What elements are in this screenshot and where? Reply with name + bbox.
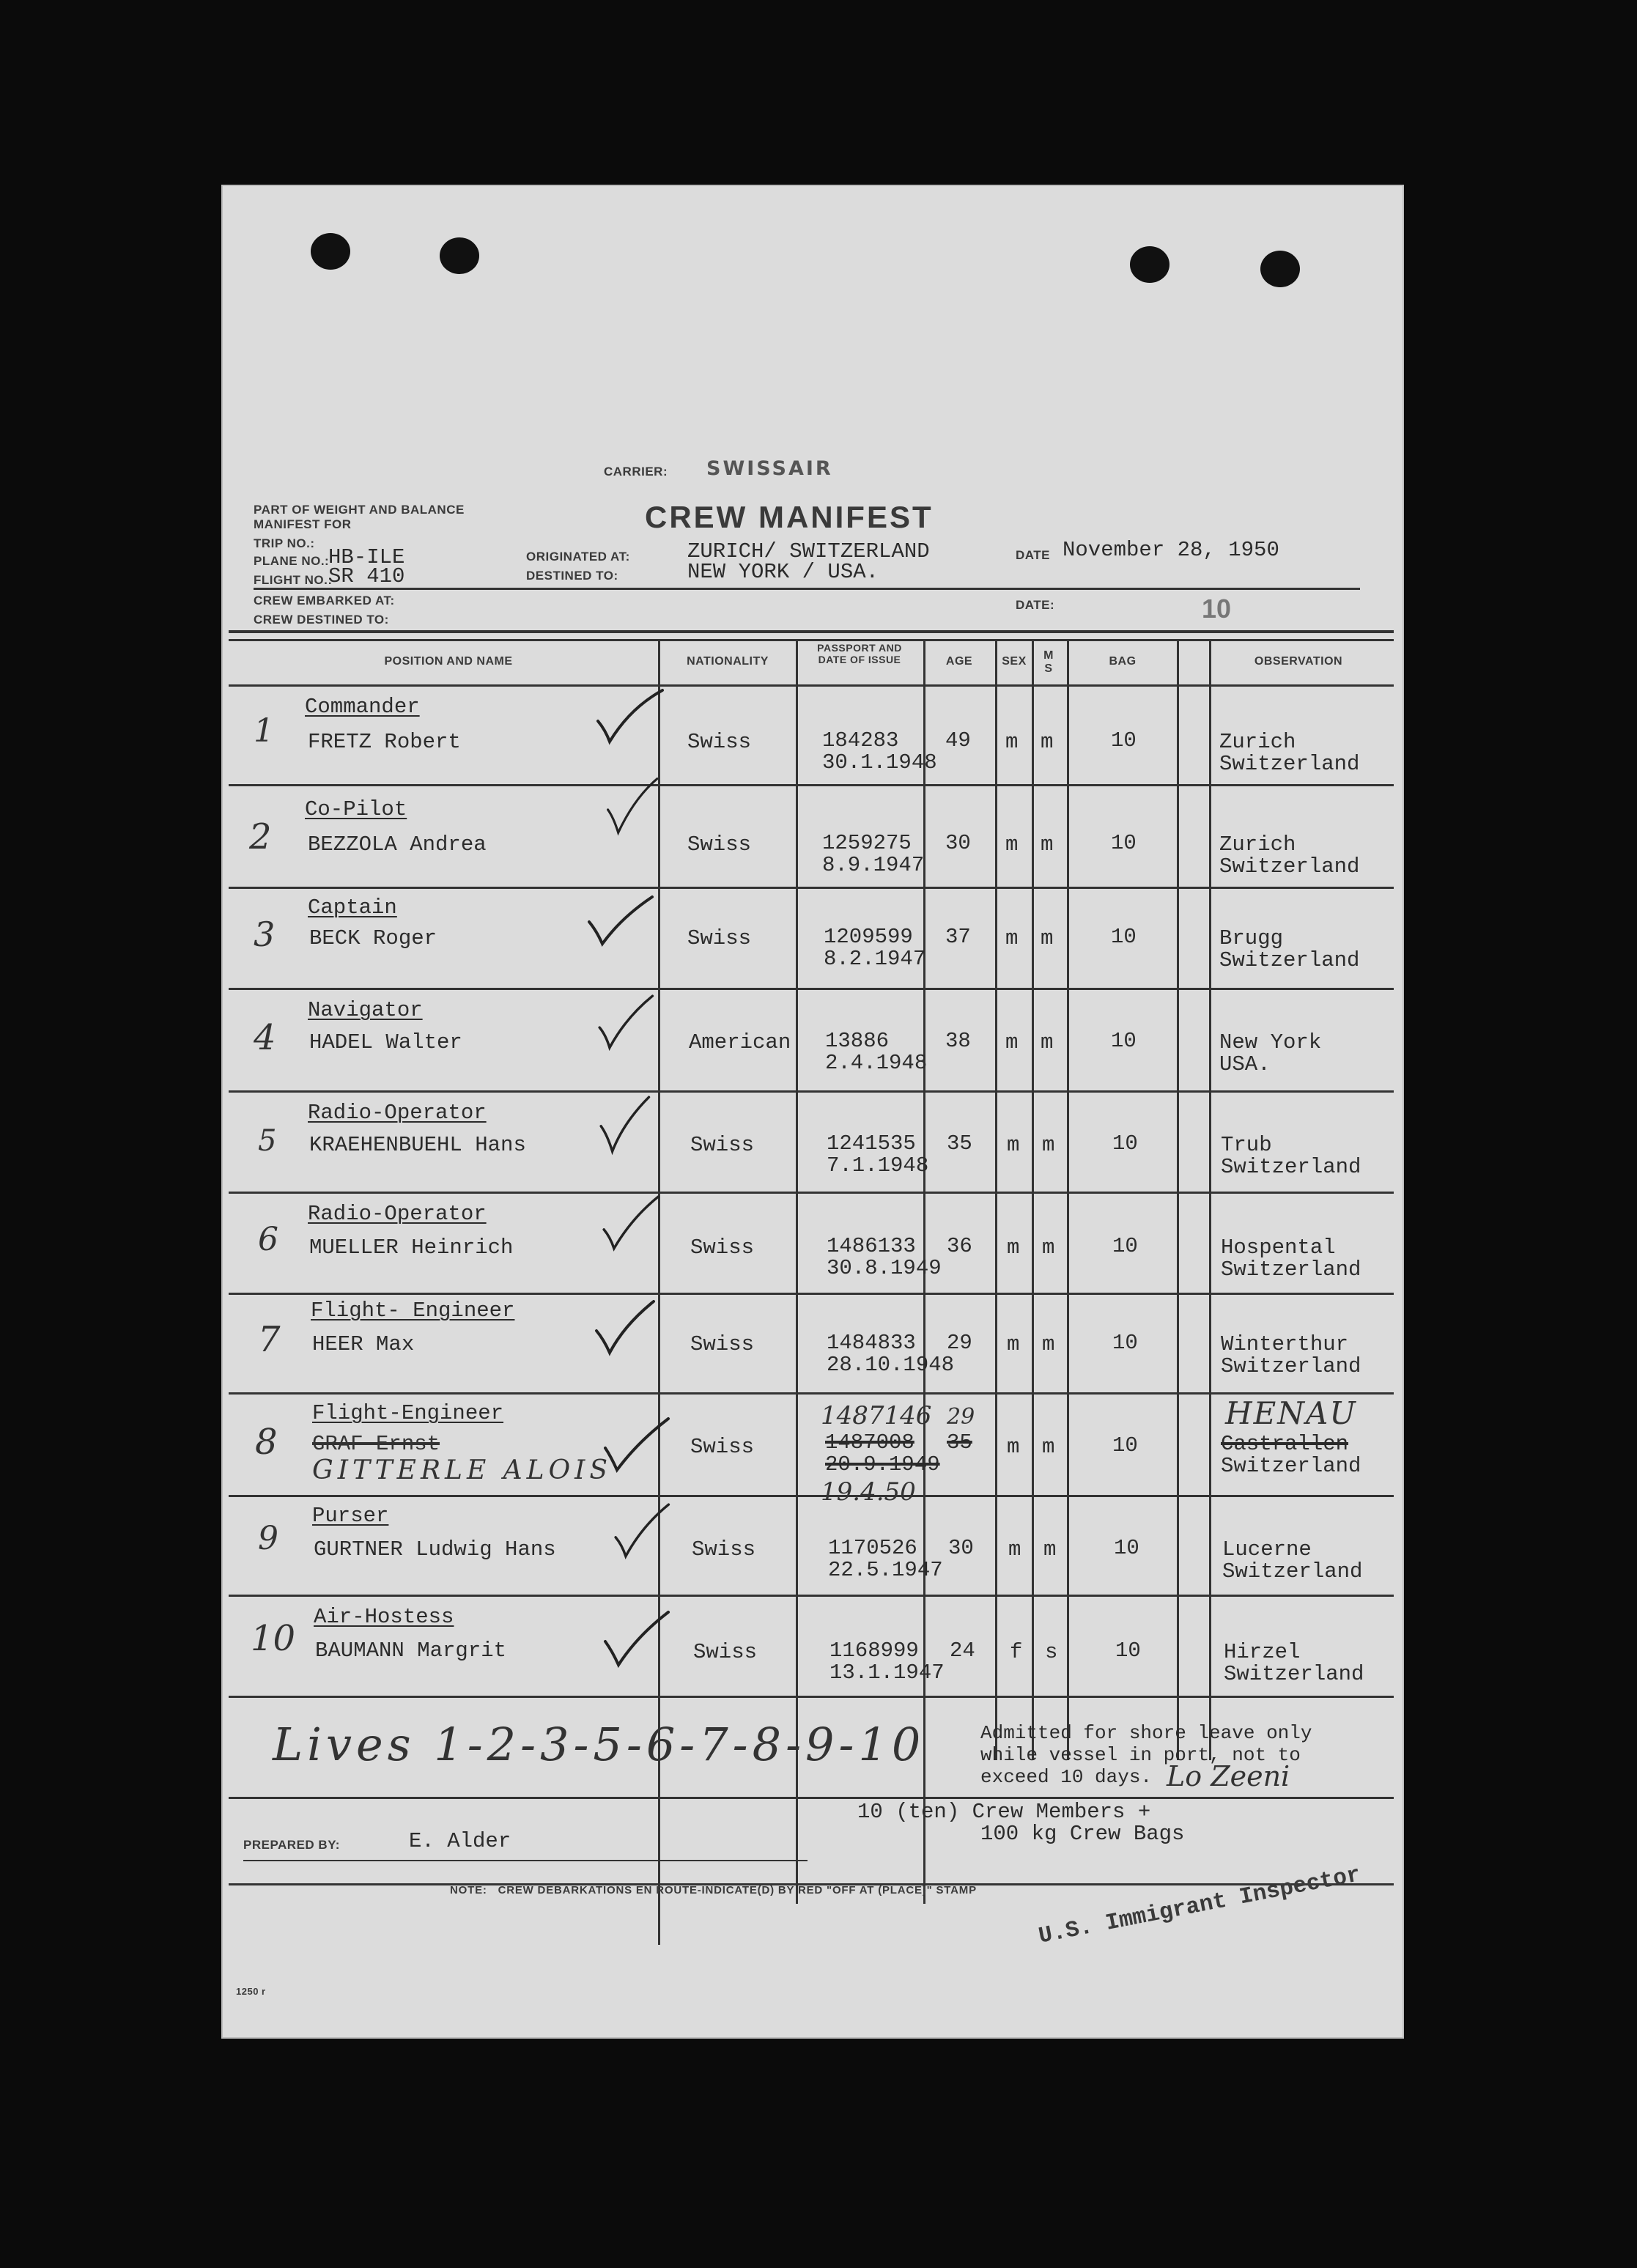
crew-position: Captain [308, 895, 397, 920]
check-mark-icon [595, 686, 665, 749]
crew-marital: m [1041, 926, 1054, 950]
row-number: 8 [255, 1422, 278, 1463]
crew-age: 29 [947, 1331, 972, 1355]
check-mark-icon [592, 992, 662, 1055]
admitted-line-2: while vessel in port, not to [980, 1744, 1301, 1766]
part-of-label: PART OF WEIGHT AND BALANCE MANIFEST FOR [254, 503, 465, 531]
crew-name: MUELLER Heinrich [309, 1235, 514, 1260]
crew-name: HEER Max [312, 1332, 415, 1356]
crew-marital: m [1041, 832, 1054, 857]
check-mark-icon [594, 1093, 664, 1156]
crew-bag: 10 [1112, 1433, 1138, 1458]
observation-city: Zurich [1219, 832, 1296, 857]
col-ms: M S [1043, 649, 1054, 675]
originated-value: ZURICH/ SWITZERLAND [687, 539, 930, 564]
passport-number-struck: 1487008 [825, 1430, 914, 1455]
passport-issue-date: 30.8.1949 [827, 1256, 942, 1280]
carrier-label: CARRIER: [604, 465, 668, 479]
crew-marital: m [1041, 1030, 1054, 1054]
crew-sex: m [1007, 1332, 1020, 1356]
row-number: 1 [254, 712, 274, 750]
check-mark-icon [586, 893, 657, 956]
crew-marital: m [1042, 1235, 1055, 1260]
crew-position: Flight-Engineer [312, 1401, 504, 1425]
observation-city: Trub [1221, 1133, 1272, 1157]
passport-number: 1259275 [822, 831, 912, 855]
crew-bag: 10 [1115, 1639, 1141, 1663]
observation-country: Switzerland [1221, 1155, 1361, 1179]
plane-no-value: HB-ILE [328, 545, 405, 569]
crew-sex: m [1005, 1030, 1019, 1054]
crew-bag: 10 [1111, 728, 1137, 753]
crew-name: KRAEHENBUEHL Hans [309, 1133, 526, 1157]
passport-issue-date: 13.1.1947 [829, 1661, 945, 1685]
crew-age-struck: 35 [947, 1430, 972, 1455]
passport-number: 1170526 [828, 1536, 917, 1560]
observation-city: Brugg [1219, 926, 1284, 950]
passport-number: 1241535 [827, 1131, 916, 1156]
destined-value: NEW YORK / USA. [687, 560, 879, 584]
passport-issue-date: 7.1.1948 [827, 1153, 929, 1178]
col-bag: BAG [1109, 655, 1137, 668]
row-number: 6 [258, 1221, 278, 1258]
passport-number: 1168999 [829, 1639, 919, 1663]
check-mark-icon [596, 1193, 667, 1256]
col-nationality: NATIONALITY [687, 655, 769, 668]
crew-nationality: Swiss [690, 1332, 755, 1356]
crew-sex: m [1007, 1133, 1020, 1157]
observation-country: Switzerland [1219, 854, 1360, 879]
crew-age: 38 [945, 1029, 971, 1053]
crew-name: BEZZOLA Andrea [308, 832, 487, 857]
passport-issue-date: 28.10.1948 [827, 1353, 955, 1377]
flight-no-label: FLIGHT NO.: [254, 573, 333, 587]
observation-city: Winterthur [1221, 1332, 1349, 1356]
col-position: POSITION AND NAME [384, 655, 513, 668]
crew-sex: m [1005, 926, 1019, 950]
passport-number: 1486133 [827, 1234, 916, 1258]
passport-number: 184283 [822, 728, 899, 753]
crew-marital: m [1042, 1435, 1055, 1459]
passport-number: 13886 [825, 1029, 890, 1053]
observation-country: Switzerland [1219, 752, 1360, 776]
crew-name: FRETZ Robert [308, 730, 461, 754]
crew-position: Navigator [308, 998, 423, 1022]
flight-no-value: SR 410 [328, 564, 405, 588]
crew-sex: f [1010, 1640, 1023, 1664]
passport-issue-date: 2.4.1948 [825, 1051, 928, 1075]
crew-marital: s [1045, 1640, 1058, 1664]
row-number: 10 [251, 1618, 296, 1659]
page-title: CREW MANIFEST [645, 500, 934, 534]
admitted-line-3: exceed 10 days. [980, 1766, 1153, 1788]
lives-note: Lives 1-2-3-5-6-7-8-9-10 [273, 1718, 925, 1771]
observation-country: USA. [1219, 1052, 1271, 1076]
crew-marital: m [1042, 1133, 1055, 1157]
date-value: November 28, 1950 [1063, 538, 1279, 562]
col-passport: PASSPORT AND DATE OF ISSUE [817, 642, 902, 665]
crew-marital: m [1042, 1332, 1055, 1356]
crew-nationality: Swiss [687, 926, 752, 950]
row-number: 4 [254, 1017, 276, 1058]
row-number: 5 [258, 1124, 277, 1158]
observation-country: Switzerland [1221, 1354, 1361, 1378]
crew-nationality: Swiss [690, 1133, 755, 1157]
total-crew-members: 10 (ten) Crew Members + [857, 1800, 1151, 1824]
passport-issue-struck: 20.9.1949 [825, 1452, 940, 1477]
check-mark-icon [594, 1299, 664, 1362]
observation-country: Switzerland [1219, 948, 1360, 972]
observation-country: Switzerland [1221, 1257, 1361, 1282]
crew-position: Commander [305, 695, 420, 719]
date2-label: DATE: [1016, 598, 1055, 612]
crew-nationality: Swiss [687, 730, 752, 754]
crew-name-struck: GRAF Ernst [312, 1432, 440, 1456]
observation-city: Zurich [1219, 730, 1296, 754]
check-mark-icon [608, 1501, 679, 1564]
note-text: NOTE: CREW DEBARKATIONS EN ROUTE-INDICATE(D) BY RED "OFF AT (PLACE)" STAMP [450, 1884, 977, 1896]
passport-issue-date: 8.2.1947 [824, 947, 926, 971]
passport-issue-handwritten: 19.4.50 [821, 1477, 916, 1507]
prepared-by-label: PREPARED BY: [243, 1838, 340, 1852]
destined-label: DESTINED TO: [526, 569, 618, 583]
passport-issue-date: 22.5.1947 [828, 1558, 943, 1582]
row-number: 9 [258, 1520, 278, 1557]
admitted-line-1: Admitted for shore leave only [980, 1722, 1312, 1744]
crew-embarked-label: CREW EMBARKED AT: [254, 594, 395, 607]
crew-name: HADEL Walter [309, 1030, 462, 1054]
carrier-value: SWISSAIR [706, 457, 833, 480]
check-mark-icon [602, 1416, 673, 1479]
form-number: 1250 r [236, 1986, 266, 1997]
crew-age: 37 [945, 925, 971, 949]
crew-nationality: Swiss [693, 1640, 758, 1664]
crew-sex: m [1007, 1435, 1020, 1459]
count-value: 10 [1202, 594, 1232, 624]
crew-position: Air-Hostess [314, 1605, 454, 1629]
crew-name: BAUMANN Margrit [315, 1639, 507, 1663]
crew-age: 30 [945, 831, 971, 855]
crew-marital: m [1041, 730, 1054, 754]
observation-city: Hirzel [1224, 1640, 1301, 1664]
observation-city: Lucerne [1222, 1537, 1312, 1562]
inspector-stamp: U.S. Immigrant Inspector [1036, 1862, 1363, 1950]
total-crew-bags: 100 kg Crew Bags [980, 1822, 1185, 1846]
crew-destined-label: CREW DESTINED TO: [254, 613, 389, 627]
inspector-signature: Lo Zeeni [1167, 1760, 1290, 1792]
observation-city-handwritten: HENAU [1225, 1395, 1357, 1431]
crew-age: 36 [947, 1234, 972, 1258]
crew-age-handwritten: 29 [947, 1404, 975, 1430]
passport-number-handwritten: 1487146 [821, 1401, 932, 1430]
observation-country: Switzerland [1221, 1454, 1361, 1478]
crew-nationality: Swiss [687, 832, 752, 857]
col-sex: SEX [1002, 655, 1027, 668]
crew-position: Radio-Operator [308, 1202, 487, 1226]
passport-issue-date: 30.1.1948 [822, 750, 937, 775]
punch-hole [1260, 251, 1300, 287]
check-mark-icon [598, 775, 668, 838]
crew-bag: 10 [1114, 1536, 1139, 1560]
passport-issue-date: 8.9.1947 [822, 853, 925, 877]
crew-nationality: American [689, 1030, 791, 1054]
plane-no-label: PLANE NO.: [254, 554, 330, 568]
punch-hole [1130, 246, 1169, 283]
crew-bag: 10 [1111, 831, 1137, 855]
prepared-by-value: E. Alder [409, 1829, 511, 1853]
crew-bag: 10 [1112, 1131, 1138, 1156]
crew-nationality: Swiss [690, 1435, 755, 1459]
crew-position: Radio-Operator [308, 1101, 487, 1125]
crew-name: GURTNER Ludwig Hans [314, 1537, 556, 1562]
passport-number: 1209599 [824, 925, 913, 949]
row-number: 3 [254, 915, 276, 954]
passport-number: 1484833 [827, 1331, 916, 1355]
col-observation: OBSERVATION [1254, 655, 1343, 668]
crew-bag: 10 [1112, 1234, 1138, 1258]
crew-position: Flight- Engineer [311, 1299, 515, 1323]
punch-hole [440, 237, 479, 274]
crew-nationality: Swiss [692, 1537, 756, 1562]
check-mark-icon [602, 1609, 673, 1672]
manifest-sheet [221, 185, 1404, 2039]
crew-sex: m [1007, 1235, 1020, 1260]
crew-bag: 10 [1111, 1029, 1137, 1053]
originated-label: ORIGINATED AT: [526, 550, 630, 564]
crew-sex: m [1008, 1537, 1021, 1562]
crew-age: 30 [948, 1536, 974, 1560]
punch-hole [311, 233, 350, 270]
crew-position: Purser [312, 1504, 389, 1528]
crew-age: 35 [947, 1131, 972, 1156]
trip-no-label: TRIP NO.: [254, 536, 315, 550]
crew-bag: 10 [1111, 925, 1137, 949]
col-age: AGE [945, 655, 973, 668]
crew-nationality: Swiss [690, 1235, 755, 1260]
crew-marital: m [1043, 1537, 1057, 1562]
crew-age: 49 [945, 728, 971, 753]
crew-age: 24 [950, 1639, 975, 1663]
observation-country: Switzerland [1222, 1559, 1363, 1584]
date-label: DATE [1016, 548, 1051, 562]
crew-sex: m [1005, 832, 1019, 857]
crew-sex: m [1005, 730, 1019, 754]
observation-city: Hospental [1221, 1235, 1336, 1260]
row-number: 7 [258, 1319, 281, 1360]
row-number: 2 [249, 816, 272, 857]
observation-country: Switzerland [1224, 1662, 1364, 1686]
observation-city: New York [1219, 1030, 1322, 1054]
crew-bag: 10 [1112, 1331, 1138, 1355]
observation-city-struck: Castrallen [1221, 1432, 1349, 1456]
crew-name-handwritten: GITTERLE ALOIS [312, 1455, 612, 1485]
crew-name: BECK Roger [309, 926, 437, 950]
crew-position: Co-Pilot [305, 797, 407, 821]
